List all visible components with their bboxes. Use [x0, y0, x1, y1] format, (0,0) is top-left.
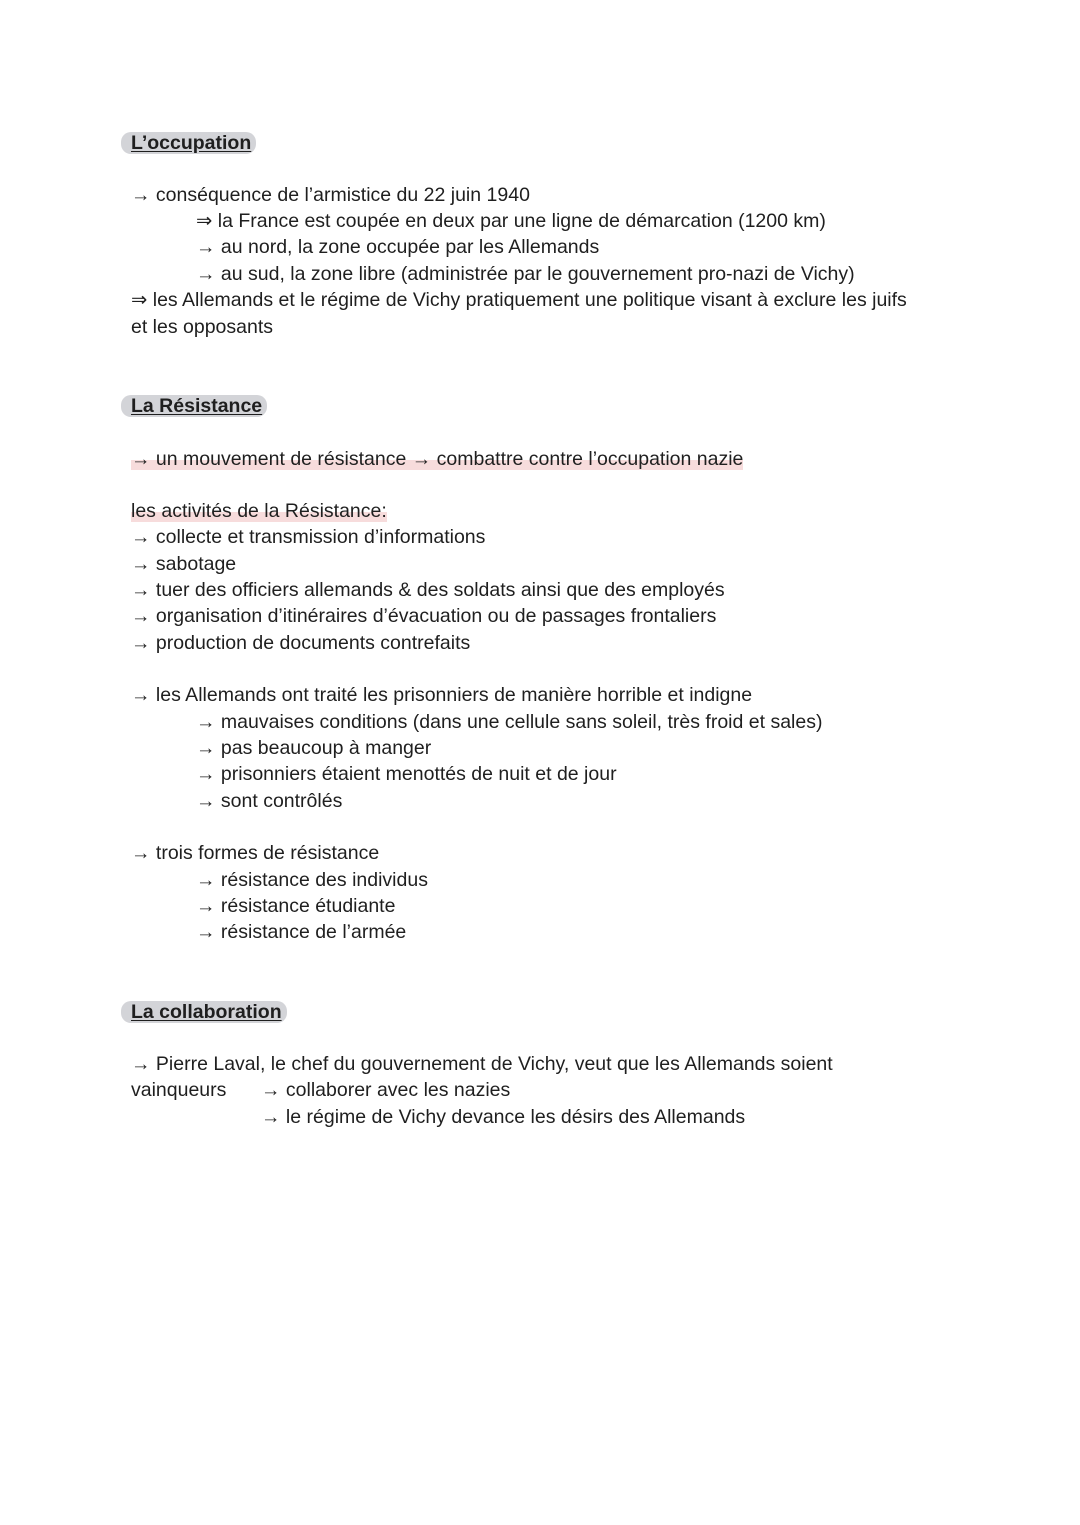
collaboration-line-2-end: → collaborer avec les nazies [261, 1079, 511, 1101]
heading-resistance [131, 393, 267, 419]
collaboration-line-3: → le régime de Vichy devance les désirs des Allemands [261, 1106, 746, 1128]
collaboration-line-1: → Pierre Laval, le chef du gouvernement de Vichy, veut que les Allemands soient [131, 1053, 833, 1075]
occupation-line-6: et les opposants [131, 316, 274, 338]
occupation-line-2: ⇒ la France est coupée en deux par une ligne de démarcation (1200 km) [196, 210, 826, 232]
forms-item-2: → résistance étudiante [196, 895, 396, 917]
resistance-intro [131, 446, 743, 472]
occupation-line-3: → au nord, la zone occupée par les Allemands [196, 236, 600, 258]
activity-item-5: → production de documents contrefaits [131, 632, 471, 654]
prisoners-item-3: → prisonniers étaient menottés de nuit et de jour [196, 763, 617, 785]
resistance-activities-title-text: les activités de la Résistance: [131, 500, 387, 522]
activity-item-3: → tuer des officiers allemands & des soldats ainsi que des employés [131, 579, 725, 601]
heading-occupation-text: L’occupation [121, 132, 256, 154]
heading-resistance-text: La Résistance [121, 395, 267, 417]
occupation-line-1: → conséquence de l’armistice du 22 juin 1940 [131, 184, 530, 206]
collaboration-line-2-start: vainqueurs [131, 1079, 227, 1101]
heading-occupation [131, 130, 256, 156]
forms-item-3: → résistance de l’armée [196, 921, 407, 943]
prisoners-item-1: → mauvaises conditions (dans une cellule sans soleil, très froid et sales) [196, 711, 823, 733]
resistance-intro-text: → un mouvement de résistance → combattre contre l’occupation nazie [131, 448, 744, 470]
prisoners-item-4: → sont contrôlés [196, 790, 343, 812]
occupation-line-4: → au sud, la zone libre (administrée par le gouvernement pro-nazi de Vichy) [196, 263, 855, 285]
activity-item-1: → collecte et transmission d’informations [131, 526, 486, 548]
occupation-line-5: ⇒ les Allemands et le régime de Vichy pratiquement une politique visant à exclure les juifs [131, 289, 907, 311]
forms-title: → trois formes de résistance [131, 842, 380, 864]
resistance-activities-title [131, 498, 387, 524]
activity-item-2: → sabotage [131, 553, 237, 575]
prisoners-item-2: → pas beaucoup à manger [196, 737, 432, 759]
prisoners-title: → les Allemands ont traité les prisonniers de manière horrible et indigne [131, 684, 753, 706]
activity-item-4: → organisation d’itinéraires d’évacuation ou de passages frontaliers [131, 605, 717, 627]
forms-item-1: → résistance des individus [196, 869, 428, 891]
heading-collaboration [131, 999, 287, 1025]
heading-collaboration-text: La collaboration [121, 1001, 287, 1023]
